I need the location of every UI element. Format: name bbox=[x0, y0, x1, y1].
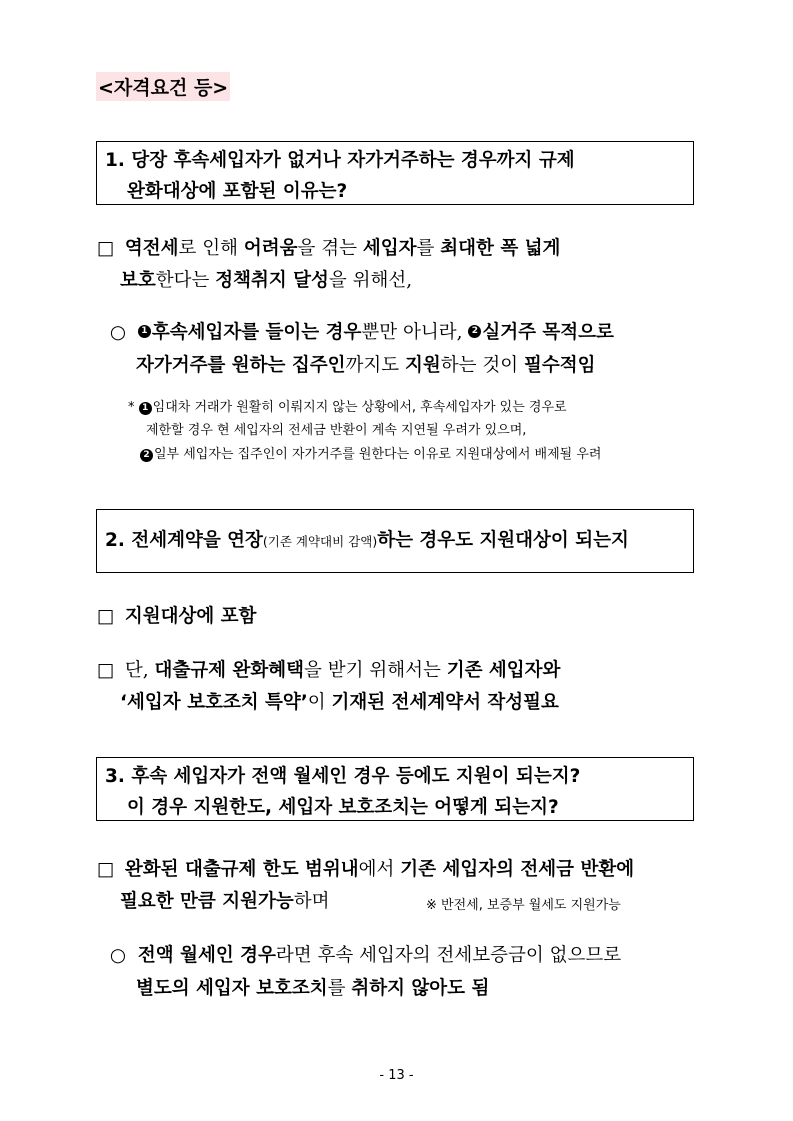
checkbox-bullet-icon: □ bbox=[97, 238, 115, 259]
footnote-line-2 bbox=[146, 420, 526, 442]
circle-bullet-icon: ○ bbox=[109, 322, 127, 343]
number-1-icon: 1 bbox=[138, 325, 151, 338]
text: 이 bbox=[307, 692, 332, 713]
emphasis: 전액 월세인 경우 bbox=[137, 945, 276, 966]
checkbox-bullet-icon: □ bbox=[97, 606, 115, 627]
emphasis: 기존 세입자의 전세금 반환에 bbox=[400, 859, 635, 880]
text: 한다는 bbox=[155, 270, 216, 291]
emphasis: 기재된 전세계약서 작성필요 bbox=[331, 692, 559, 713]
emphasis: 역전세 bbox=[124, 238, 179, 259]
checkbox-bullet-icon: □ bbox=[97, 859, 115, 880]
footnote-text: 일부 세입자는 집주인이 자가거주를 원한다는 이유로 지원대상에서 배제될 우려 bbox=[154, 447, 602, 462]
footnote-text: 임대차 거래가 원활히 이뤄지지 않는 상황에서, 후속세입자가 있는 경우로 bbox=[152, 400, 567, 415]
text: 를 bbox=[327, 978, 352, 999]
emphasis: 어려움 bbox=[243, 238, 298, 259]
answer-3-paragraph-2-line-1 bbox=[104, 943, 621, 969]
emphasis: 취하지 않아도 됨 bbox=[351, 978, 490, 999]
answer-2-paragraph-2-line-2 bbox=[120, 690, 559, 716]
footnote-line-1 bbox=[128, 397, 567, 419]
text: 을 겪는 bbox=[297, 238, 363, 259]
answer-1-paragraph-1-line-1 bbox=[97, 236, 560, 262]
answer-3-paragraph-1-line-1 bbox=[97, 857, 634, 883]
emphasis: 대출규제 완화혜택 bbox=[154, 660, 304, 681]
section-title: <자격요건 등> bbox=[96, 72, 230, 101]
emphasis: 필수적임 bbox=[523, 355, 596, 376]
reference-note: ※ 반전세, 보증부 월세도 지원가능 bbox=[426, 898, 621, 913]
emphasis: 지원대상에 포함 bbox=[124, 606, 257, 627]
answer-1-paragraph-2-line-2 bbox=[136, 353, 595, 379]
emphasis: 별도의 세입자 보호조치 bbox=[136, 978, 328, 999]
answer-2-paragraph-2-line-1 bbox=[97, 658, 560, 684]
text: 라면 후속 세입자의 전세보증금이 없으므로 bbox=[275, 945, 622, 966]
number-2-icon: 2 bbox=[140, 449, 153, 462]
emphasis: 세입자 bbox=[362, 238, 417, 259]
footnote-line-3 bbox=[140, 444, 601, 466]
emphasis: ‘세입자 보호조치 특약’ bbox=[120, 692, 308, 713]
text: 뿐만 아니라, bbox=[361, 322, 469, 343]
question-1-line-2: 완화대상에 포함된 이유는? bbox=[127, 181, 348, 202]
emphasis: 실거주 목적으로 bbox=[482, 322, 614, 343]
number-1-icon: 1 bbox=[139, 402, 152, 415]
text: 까지도 bbox=[345, 355, 405, 376]
text: 하는 것이 bbox=[440, 355, 524, 376]
emphasis: 자가거주를 원하는 집주인 bbox=[136, 355, 346, 376]
question-3-line-2: 이 경우 지원한도, 세입자 보호조치는 어떻게 되는지? bbox=[127, 797, 559, 818]
emphasis: 정책취지 달성 bbox=[215, 270, 329, 291]
text: 하며 bbox=[293, 891, 330, 912]
answer-3-paragraph-2-line-2 bbox=[136, 976, 489, 1002]
emphasis: 지원 bbox=[404, 355, 441, 376]
emphasis: 최대한 폭 넓게 bbox=[440, 238, 561, 259]
text: 을 받기 위해서는 bbox=[303, 660, 447, 681]
question-box-1 bbox=[96, 141, 694, 205]
answer-2-paragraph-1 bbox=[97, 604, 256, 630]
text: 에서 bbox=[358, 859, 401, 880]
question-3-line-1: 3. 후속 세입자가 전액 월세인 경우 등에도 지원이 되는지? bbox=[105, 766, 581, 787]
emphasis: 후속세입자를 들이는 경우 bbox=[151, 322, 362, 343]
emphasis: 보호 bbox=[120, 270, 156, 291]
question-box-2 bbox=[96, 509, 694, 573]
answer-3-paragraph-1-line-2 bbox=[120, 889, 329, 915]
question-box-3 bbox=[96, 757, 694, 821]
text: 를 bbox=[416, 238, 441, 259]
answer-1-paragraph-2-line-1 bbox=[104, 320, 614, 346]
question-2-text: 하는 경우도 지원대상이 되는지 bbox=[377, 530, 629, 551]
question-1-line-1: 1. 당장 후속세입자가 없거나 자가거주하는 경우까지 규제 bbox=[105, 150, 575, 171]
text: 단, bbox=[124, 660, 155, 681]
question-2-note: (기존 계약대비 감액) bbox=[262, 534, 378, 549]
emphasis: 기존 세입자와 bbox=[446, 660, 561, 681]
emphasis: 완화된 대출규제 한도 범위내 bbox=[124, 859, 359, 880]
text: 을 위해선, bbox=[328, 270, 413, 291]
page-number: - 13 - bbox=[379, 1068, 414, 1083]
footnote-text: 제한할 경우 현 세입자의 전세금 반환이 계속 지연될 우려가 있으며, bbox=[146, 423, 527, 438]
question-2-text: 2. 전세계약을 연장 bbox=[105, 530, 263, 551]
text: 로 인해 bbox=[178, 238, 244, 259]
circle-bullet-icon: ○ bbox=[109, 945, 127, 966]
emphasis: 필요한 만큼 지원가능 bbox=[120, 891, 294, 912]
number-2-icon: 2 bbox=[468, 325, 481, 338]
checkbox-bullet-icon: □ bbox=[97, 660, 115, 681]
answer-1-paragraph-1-line-2 bbox=[120, 268, 412, 294]
footnote-star: * bbox=[128, 400, 135, 415]
